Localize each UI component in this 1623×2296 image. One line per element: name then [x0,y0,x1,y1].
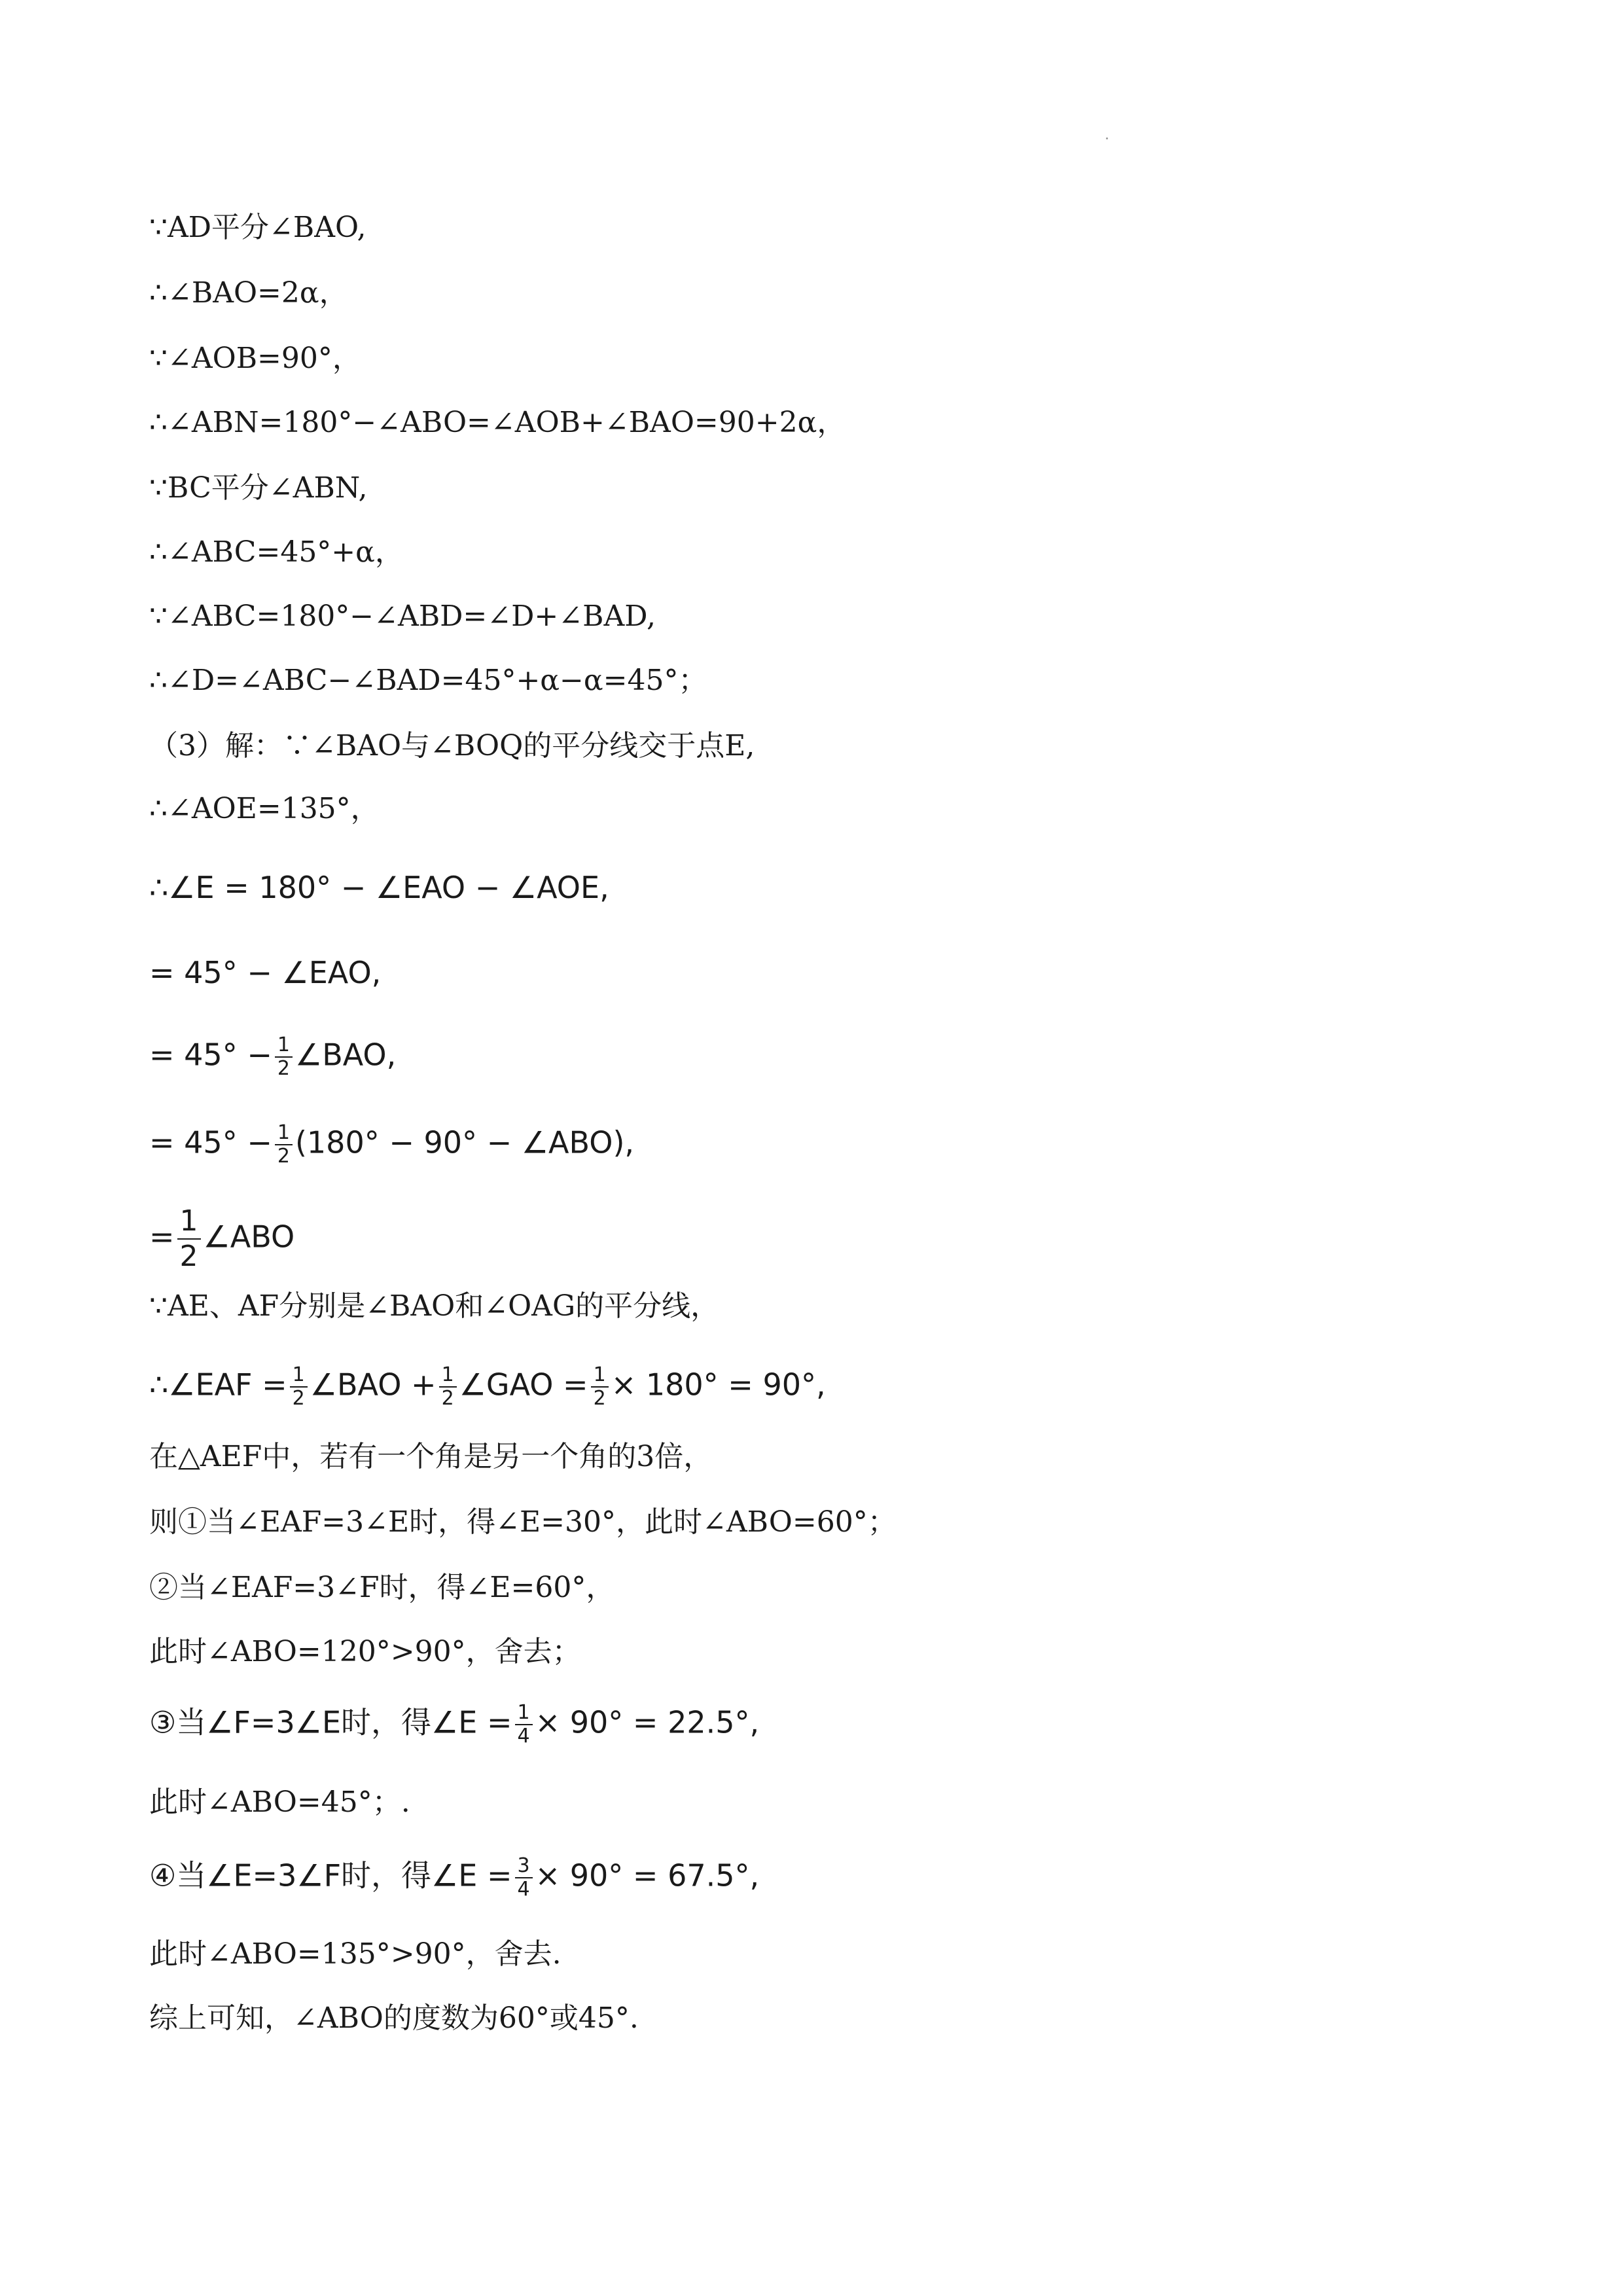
line-26: 综上可知，∠ABO的度数为60°或45°. [149,2001,639,2035]
line-22 [149,1702,759,1748]
page-mark [1106,137,1108,139]
line-7: ∵∠ABC=180°−∠ABD=∠D+∠BAD, [149,600,656,633]
fraction: $\frac{1}{2}$ [275,1034,293,1080]
fraction: $\frac{1}{2}$ [177,1204,201,1274]
fraction: $\frac{3}{4}$ [515,1855,533,1901]
line-24-b: × 90° = 67.5°, [535,1857,760,1893]
line-22-a: ③当∠F=3∠E时，得∠E = [149,1704,512,1740]
line-10: ∴∠AOE=135°， [149,792,380,825]
line-20: ②当∠EAF=3∠F时，得∠E=60°， [149,1571,615,1604]
line-12: = 45° − ∠EAO, [149,955,382,990]
line-23: 此时∠ABO=45°；. [149,1785,410,1819]
line-1: ∵AD平分∠BAO, [149,211,366,244]
line-13-b: ∠BAO, [294,1037,397,1073]
line-13 [149,1034,396,1080]
line-14-b: (180° − 90° − ∠ABO), [294,1124,635,1160]
line-8: ∴∠D=∠ABC−∠BAD=45°+α−α=45°； [149,664,707,697]
line-9: （3）解：∵∠BAO与∠BOQ的平分线交于点E, [149,729,755,762]
line-17 [149,1364,826,1410]
line-13-a: = 45° − [149,1037,272,1073]
line-2: ∴∠BAO=2α， [149,276,348,310]
line-25: 此时∠ABO=135°>90°，舍去. [149,1937,562,1971]
line-11: ∴∠E = 180° − ∠EAO − ∠AOE, [149,870,609,905]
line-14 [149,1122,634,1168]
line-15 [149,1204,294,1274]
fraction: $\frac{1}{2}$ [591,1364,609,1410]
line-3: ∵∠AOB=90°， [149,342,361,375]
line-16: ∵AE、AF分别是∠BAO和∠OAG的平分线， [149,1289,720,1323]
fraction: $\frac{1}{2}$ [290,1364,308,1410]
fraction: $\frac{1}{4}$ [515,1702,533,1748]
line-17-c: ∠GAO = [459,1367,588,1403]
line-24-a: ④当∠E=3∠F时，得∠E = [149,1857,512,1893]
line-18: 在△AEF中，若有一个角是另一个角的3倍， [149,1440,713,1473]
line-15-a: = [149,1219,175,1255]
fraction: $\frac{1}{2}$ [439,1364,457,1410]
line-5: ∵BC平分∠ABN, [149,471,368,505]
line-17-b: ∠BAO + [310,1367,437,1403]
line-17-a: ∴∠EAF = [149,1367,287,1403]
line-6: ∴∠ABC=45°+α， [149,535,404,569]
line-17-e: × 180° = 90°, [611,1367,826,1403]
line-15-b: ∠ABO [203,1219,295,1255]
line-19: 则①当∠EAF=3∠E时，得∠E=30°，此时∠ABO=60°； [149,1505,897,1539]
fraction: $\frac{1}{2}$ [275,1122,293,1168]
line-4: ∴∠ABN=180°−∠ABO=∠AOB+∠BAO=90+2α， [149,406,846,439]
line-22-b: × 90° = 22.5°, [535,1704,760,1740]
line-21: 此时∠ABO=120°>90°，舍去； [149,1635,581,1668]
line-24 [149,1855,759,1901]
line-14-a: = 45° − [149,1124,272,1160]
